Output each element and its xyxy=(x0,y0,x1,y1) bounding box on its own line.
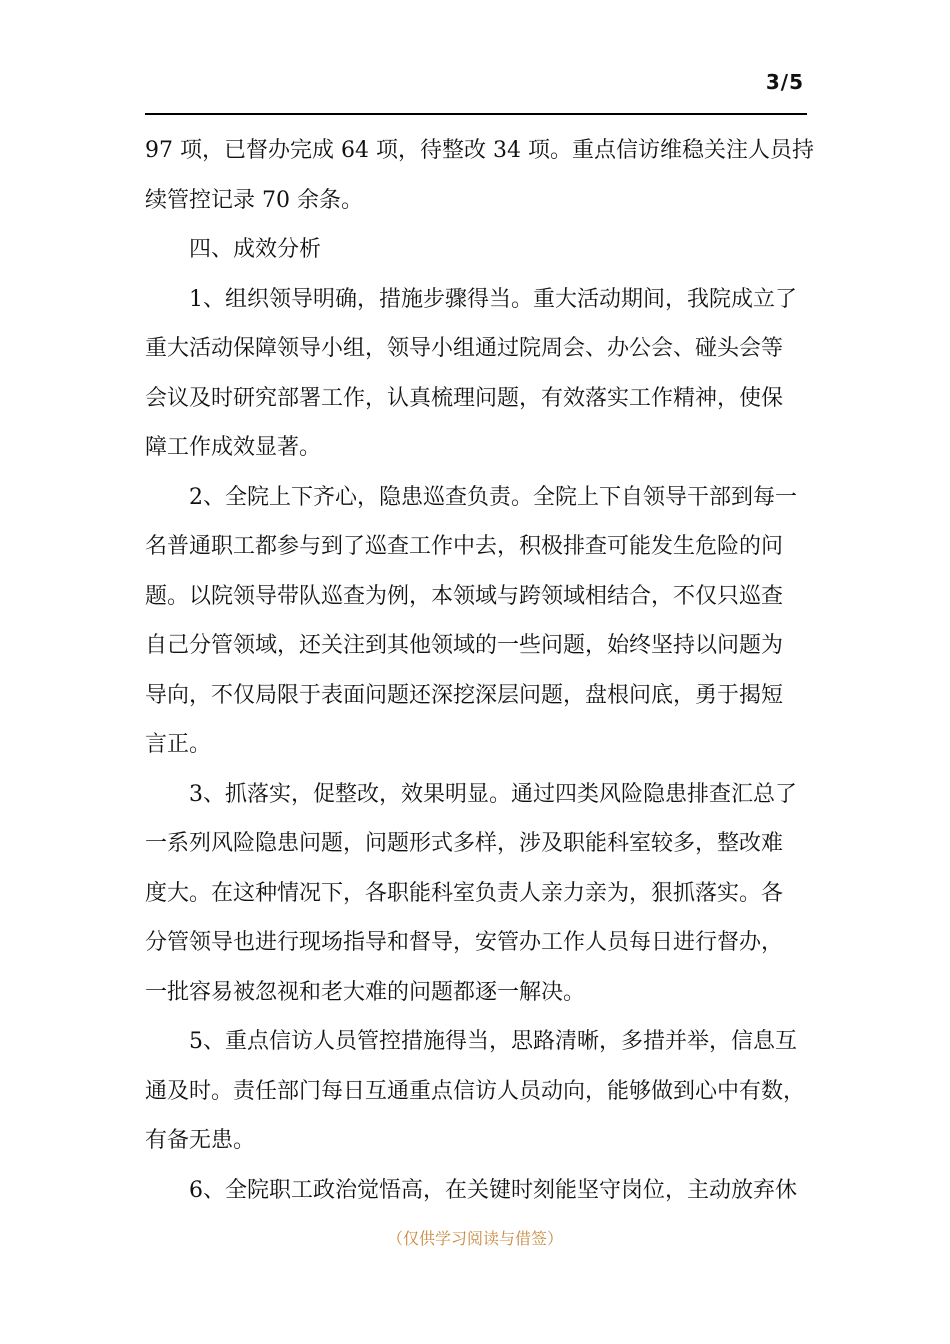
text-line: 一批容易被忽视和老大难的问题都逐一解决。 xyxy=(145,979,586,1005)
text-line: 通及时。责任部门每日互通重点信访人员动向，能够做到心中有数， xyxy=(145,1078,806,1104)
text-line: 会议及时研究部署工作，认真梳理问题，有效落实工作精神，使保 xyxy=(145,385,784,411)
text-line: 续管控记录 70 余条。 xyxy=(145,187,363,213)
text-line: 分管领导也进行现场指导和督导，安管办工作人员每日进行督办， xyxy=(145,930,784,955)
text-line: 一系列风险隐患问题，问题形式多样，涉及职能科室较多，整改难 xyxy=(145,831,784,856)
text-line: 名普通职工都参与到了巡查工作中去，积极排查可能发生危险的问 xyxy=(145,534,784,559)
text-line: 度大。在这种情况下，各职能科室负责人亲力亲为，狠抓落实。各 xyxy=(145,880,784,906)
body-text xyxy=(145,126,813,1215)
text-line: 6、全院职工政治觉悟高，在关键时刻能坚守岗位，主动放弃休 xyxy=(145,1177,797,1203)
text-line: 自己分管领域，还关注到其他领域的一些问题，始终坚持以问题为 xyxy=(145,633,784,658)
text-line: 97 项，已督办完成 64 项，待整改 34 项。重点信访维稳关注人员持 xyxy=(145,138,814,163)
text-line: 2、全院上下齐心，隐患巡查负责。全院上下自领导干部到每一 xyxy=(145,484,797,510)
text-line: 导向，不仅局限于表面问题还深挖深层问题，盘根问底，勇于揭短 xyxy=(145,682,784,708)
text-line: 言正。 xyxy=(145,732,212,757)
text-line: 1、组织领导明确，措施步骤得当。重大活动期间，我院成立了 xyxy=(145,286,797,312)
section-heading: 四、成效分析 xyxy=(145,237,322,262)
page-number: 3/5 xyxy=(765,70,804,94)
footer-note: （仅供学习阅读与借签） xyxy=(386,1229,563,1248)
text-line: 障工作成效显著。 xyxy=(145,435,322,460)
text-line: 5、重点信访人员管控措施得当，思路清晰，多措并举，信息互 xyxy=(145,1029,797,1054)
header-rule xyxy=(145,113,807,115)
text-line: 重大活动保障领导小组，领导小组通过院周会、办公会、碰头会等 xyxy=(145,336,784,361)
text-line: 题。以院领导带队巡查为例，本领域与跨领域相结合，不仅只巡查 xyxy=(145,583,784,609)
text-line: 3、抓落实，促整改，效果明显。通过四类风险隐患排查汇总了 xyxy=(145,781,797,807)
text-line: 有备无患。 xyxy=(145,1128,256,1153)
